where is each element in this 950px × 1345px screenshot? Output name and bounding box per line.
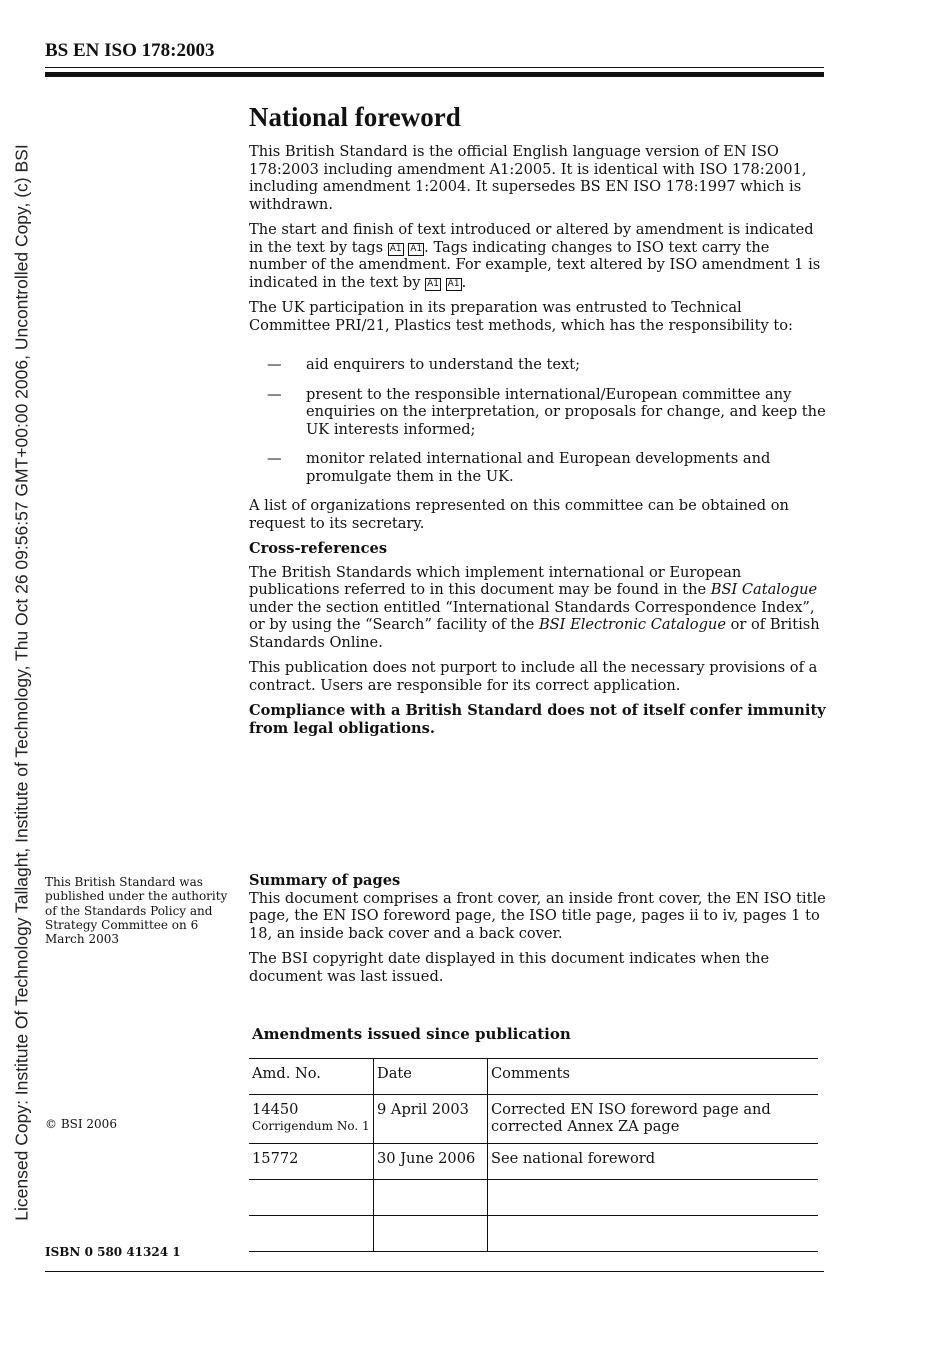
crossref-text-b: under the section entitled “International Standards Correspondence Index”, or by using the “Search” facility of the xyxy=(249,598,815,633)
copyright-date-paragraph: The BSI copyright date displayed in this document indicates when the document was last issued. xyxy=(249,950,770,985)
amd-note: Corrigendum No. 1 xyxy=(252,1119,370,1133)
date-cell: 30 June 2006 xyxy=(374,1144,488,1180)
empty-cell xyxy=(374,1216,488,1252)
compliance-statement: Compliance with a British Standard does not of itself confer immunity from legal obligations. xyxy=(249,702,826,737)
comments-cell: See national foreword xyxy=(488,1144,819,1180)
table-row xyxy=(249,1144,818,1180)
provisions-paragraph: This publication does not purport to include all the necessary provisions of a contract. Users are responsible for its correct application. xyxy=(249,659,818,694)
bsi-electronic-catalogue-title: BSI Electronic Catalogue xyxy=(538,616,726,633)
list-item xyxy=(249,450,827,485)
empty-cell xyxy=(374,1180,488,1216)
list-item-text: present to the responsible international/European committee any enquiries on the interpretation, or proposals for change, and keep the UK interests informed; xyxy=(306,385,826,438)
document-code: BS EN ISO 178:2003 xyxy=(45,40,215,61)
amendment-start-tag: A1 xyxy=(389,243,402,254)
intro-paragraph: This British Standard is the official English language version of EN ISO 178:2003 including amendment A1:2005. It is identical with ISO 178:2001, including amendment 1:2004. It supersedes BS EN ISO 178:1997 which is withdrawn. xyxy=(249,143,807,213)
list-item-text: monitor related international and European developments and promulgate them in the UK. xyxy=(306,450,771,485)
footer-rule xyxy=(45,1271,824,1272)
summary-heading: Summary of pages xyxy=(249,872,401,889)
amendments-title: Amendments issued since publication xyxy=(252,1025,571,1043)
empty-cell xyxy=(249,1216,374,1252)
national-foreword xyxy=(249,100,827,745)
page-title: National foreword xyxy=(249,102,461,132)
bsi-catalogue-title: BSI Catalogue xyxy=(710,581,818,598)
table-row-empty xyxy=(249,1216,818,1252)
dash-bullet: — xyxy=(267,385,282,403)
empty-cell xyxy=(249,1180,374,1216)
amd-no-cell: 15772 xyxy=(249,1144,374,1180)
dash-bullet: — xyxy=(267,356,282,373)
isbn: ISBN 0 580 41324 1 xyxy=(45,1245,181,1259)
column-header-date: Date xyxy=(374,1059,488,1095)
amd-number: 14450 xyxy=(252,1101,299,1118)
amendments-table xyxy=(249,1058,818,1252)
summary-of-pages xyxy=(249,872,829,993)
header-rule-thin xyxy=(45,67,824,68)
crossref-text-c: or of British Standards Online. xyxy=(249,616,820,651)
dash-bullet: — xyxy=(267,450,282,467)
table-header-row xyxy=(249,1059,818,1095)
responsibility-list xyxy=(249,356,827,485)
amendment-end-tag: A1 xyxy=(410,243,423,254)
header-rule-thick xyxy=(45,72,824,77)
table-row-empty xyxy=(249,1180,818,1216)
tags-text-c: . xyxy=(461,273,467,291)
cross-references-paragraph xyxy=(249,564,827,652)
tags-text-a: The start and finish of text introduced or altered by amendment is indicated in the text by tags xyxy=(249,221,814,256)
empty-cell xyxy=(488,1216,819,1252)
summary-paragraph: This document comprises a front cover, an inside front cover, the EN ISO title page, the EN ISO foreword page, the ISO title page, pages ii to iv, pages 1 to 18, an inside back cover and a back cover. xyxy=(249,889,826,942)
column-header-amd-no: Amd. No. xyxy=(249,1059,374,1095)
list-item-text: aid enquirers to understand the text; xyxy=(306,356,581,373)
cross-references-heading: Cross-references xyxy=(249,540,388,557)
copyright-notice: © BSI 2006 xyxy=(45,1117,117,1131)
iso-amendment-start-tag: A1 xyxy=(427,278,440,289)
empty-cell xyxy=(488,1180,819,1216)
crossref-text-a: The British Standards which implement international or European publications referred to in this document may be found in the xyxy=(249,563,742,598)
table-row xyxy=(249,1095,818,1144)
column-header-comments: Comments xyxy=(488,1059,819,1095)
amd-no-cell xyxy=(249,1095,374,1144)
publication-authority-note: This British Standard was published under the authority of the Standards Policy and Strategy Committee on 6 March 2003 xyxy=(45,875,228,947)
list-item xyxy=(249,386,827,439)
tags-text-b: . Tags indicating changes to ISO text carry the number of the amendment. For example, text altered by ISO amendment 1 is indicated in the text by xyxy=(249,238,821,291)
list-item xyxy=(249,356,827,374)
amendment-tags-paragraph xyxy=(249,221,827,291)
comments-cell: Corrected EN ISO foreword page and corrected Annex ZA page xyxy=(488,1095,819,1144)
organizations-paragraph: A list of organizations represented on this committee can be obtained on request to its secretary. xyxy=(249,497,789,532)
date-cell: 9 April 2003 xyxy=(374,1095,488,1144)
license-watermark: Licensed Copy: Institute Of Technology Tallaght, Institute of Technology, Thu Oct 26 09:56:57 GMT+00:00 2006, Uncontrolled Copy, (c) BSI xyxy=(11,144,32,1221)
iso-amendment-end-tag: A1 xyxy=(447,278,460,289)
committee-paragraph: The UK participation in its preparation was entrusted to Technical Committee PRI/21, Plastics test methods, which has the responsibility to: xyxy=(249,299,793,334)
